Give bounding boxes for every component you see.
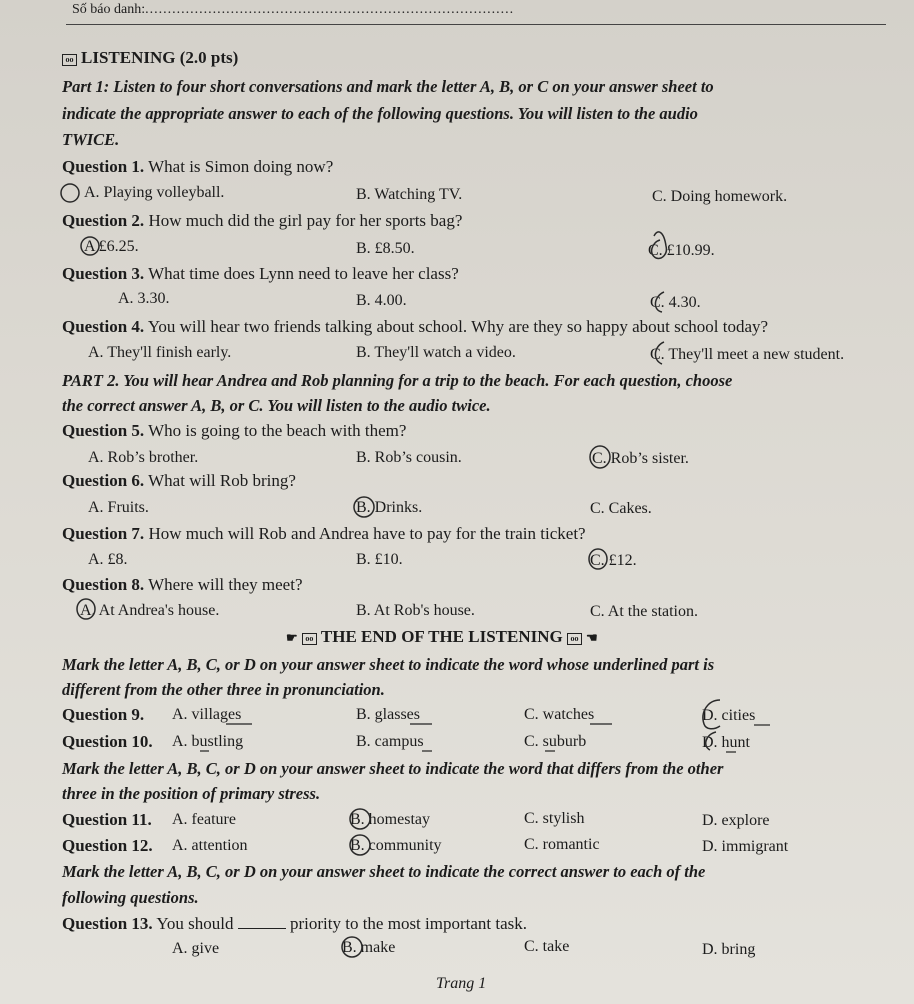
cassette-icon: oo [302,633,317,645]
q11-label: Question 11. [62,810,152,829]
q8-option-b[interactable]: B. At Rob's house. [356,602,475,619]
q3-stem: Question 3. What time does Lynn need to leave her class? [62,264,459,283]
q5-option-a[interactable]: A. Rob’s brother. [88,449,199,466]
grammar-instr-line1: Mark the letter A, B, C, or D on your answer sheet to indicate the correct answer to each of the [62,862,706,881]
q6-option-a[interactable]: A. Fruits. [88,499,149,516]
q11-option-a[interactable]: A. feature [172,811,236,828]
answer-mark-q10-d [706,732,716,750]
q4-option-c[interactable]: C. They'll meet a new student. [650,346,845,363]
q9-option-d[interactable]: D. cities [702,707,756,724]
q12-option-b[interactable]: B. community [350,837,442,854]
answer-mark-q9-d [703,700,720,729]
cassette-icon: oo [567,633,582,645]
candidate-number-label: Số báo danh:.................................................................................. [72,2,515,17]
q9-option-c[interactable]: C. watches [524,706,595,723]
q2-option-c[interactable]: C. £10.99. [648,242,715,259]
grammar-instr-line2: following questions. [62,888,199,907]
q10-option-a[interactable]: A. bustling [172,733,244,750]
answer-mark-q3-c [655,292,664,312]
stress-instr-line1: Mark the letter A, B, C, or D on your answer sheet to indicate the word that differs from the other [62,759,724,778]
q9-option-a[interactable]: A. villages [172,706,242,723]
q6-option-b[interactable]: B. Drinks. [356,499,423,516]
q2-option-b[interactable]: B. £8.50. [356,240,415,257]
listening-end: ☛ oo THE END OF THE LISTENING oo ☚ [286,627,598,646]
q6-stem: Question 6. What will Rob bring? [62,471,296,490]
pointing-hand-left-icon: ☛ [286,630,298,645]
q2-option-a[interactable]: A £6.25. [84,238,139,255]
cassette-icon: oo [62,54,77,66]
q13-option-d[interactable]: D. bring [702,941,756,958]
q8-stem: Question 8. Where will they meet? [62,575,303,594]
q8-option-a[interactable]: A. At Andrea's house. [80,602,220,619]
q5-stem: Question 5. Who is going to the beach with them? [62,421,407,440]
q12-option-a[interactable]: A. attention [172,837,248,854]
q13-option-b[interactable]: B. make [342,939,396,956]
answer-mark-q6-b [354,497,374,517]
q4-stem: Question 4. You will hear two friends talking about school. Why are they so happy about school today? [62,317,769,336]
part2-line2: the correct answer A, B, or C. You will listen to the audio twice. [62,396,491,415]
q9-label: Question 9. [62,705,145,724]
q3-option-b[interactable]: B. 4.00. [356,292,407,309]
answer-mark-q5-c [590,446,610,468]
q7-option-c[interactable]: C. £12. [590,552,637,569]
listening-title: oo LISTENING (2.0 pts) [62,48,238,68]
answer-mark-q8-a [77,599,95,619]
pronunciation-instr-line1: Mark the letter A, B, C, or D on your answer sheet to indicate the word whose underlined part is [62,655,715,674]
part1-line1: Part 1: Listen to four short conversations and mark the letter A, B, or C on your answer sheet to [62,77,714,96]
part1-line3: TWICE. [62,130,120,149]
pointing-hand-right-icon: ☚ [586,630,598,645]
q12-option-d[interactable]: D. immigrant [702,838,789,855]
answer-mark-q2-c [652,232,667,258]
pronunciation-instr-line2: different from the other three in pronunciation. [62,680,385,699]
answer-mark-q2-a [81,237,99,255]
q10-option-b[interactable]: B. campus [356,733,424,750]
q10-option-d[interactable]: D. hunt [702,734,750,751]
q9-option-b[interactable]: B. glasses [356,706,420,723]
q1-stem: Question 1. What is Simon doing now? [62,157,334,176]
answer-mark-q13-b [342,937,362,957]
q6-option-c[interactable]: C. Cakes. [590,500,652,517]
q13-stem: Question 13. You should priority to the most important task. [62,914,528,933]
q1-option-a[interactable]: A. Playing volleyball. [84,184,225,201]
part1-line2: indicate the appropriate answer to each of the following questions. You will listen to the audio [62,104,698,123]
answer-mark-q4-c [655,342,664,364]
q7-option-b[interactable]: B. £10. [356,551,403,568]
answer-mark-q12-b [350,835,370,855]
q4-option-b[interactable]: B. They'll watch a video. [356,344,516,361]
q3-option-a[interactable]: A. 3.30. [118,290,170,307]
q5-option-c[interactable]: C. Rob’s sister. [592,450,689,467]
q12-label: Question 12. [62,836,153,855]
answer-mark-q7-c [589,549,607,569]
q10-label: Question 10. [62,732,153,751]
q13-option-a[interactable]: A. give [172,940,220,957]
page-number: Trang 1 [436,975,487,992]
q13-option-c[interactable]: C. take [524,938,570,955]
q11-option-c[interactable]: C. stylish [524,810,585,827]
q1-option-c[interactable]: C. Doing homework. [652,188,788,205]
q1-option-b[interactable]: B. Watching TV. [356,186,463,203]
q10-option-c[interactable]: C. suburb [524,733,587,750]
q2-stem: Question 2. How much did the girl pay for her sports bag? [62,211,463,230]
q7-stem: Question 7. How much will Rob and Andrea have to pay for the train ticket? [62,524,586,543]
q11-option-d[interactable]: D. explore [702,812,770,829]
q5-option-b[interactable]: B. Rob’s cousin. [356,449,462,466]
q11-option-b[interactable]: B. homestay [350,811,430,828]
q12-option-c[interactable]: C. romantic [524,836,600,853]
q3-option-c[interactable]: C. 4.30. [650,294,701,311]
answer-mark-q1-a [61,184,79,202]
answer-mark-q11-b [350,809,370,829]
q7-option-a[interactable]: A. £8. [88,551,128,568]
q4-option-a[interactable]: A. They'll finish early. [88,344,232,361]
part2-line1: PART 2. You will hear Andrea and Rob planning for a trip to the beach. For each question, choose [62,371,733,390]
q8-option-c[interactable]: C. At the station. [590,603,698,620]
stress-instr-line2: three in the position of primary stress. [62,784,321,803]
